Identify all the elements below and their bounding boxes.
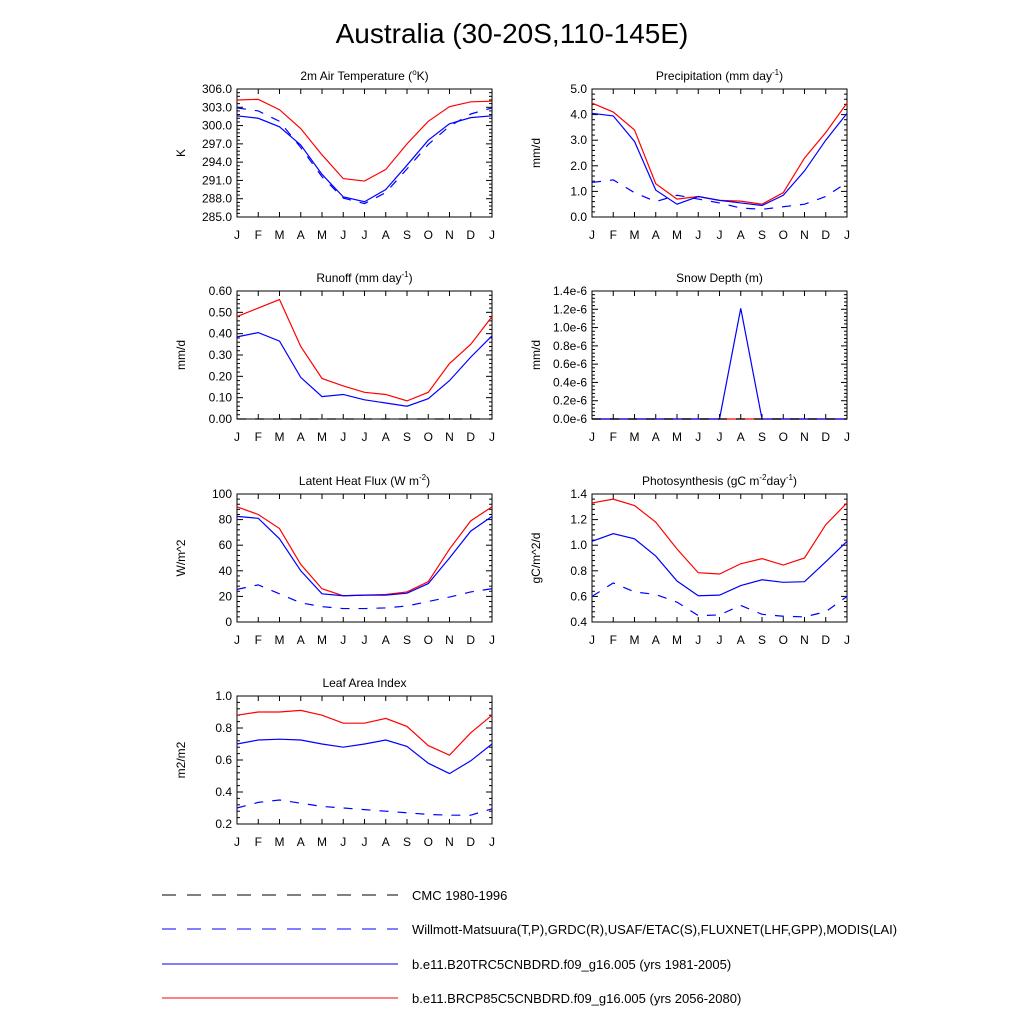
x-tick-label: F	[609, 430, 617, 444]
x-tick-label: J	[716, 228, 723, 242]
x-tick-label: A	[651, 633, 660, 647]
x-tick-label: J	[844, 228, 850, 242]
y-tick-label: 3.0	[570, 133, 587, 148]
y-tick-label: 285.0	[201, 210, 232, 224]
legend-label: CMC 1980-1996	[412, 888, 508, 903]
x-tick-label: M	[274, 430, 285, 444]
legend-label: b.e11.BRCP85C5CNBDRD.f09_g16.005 (yrs 2056-2080)	[412, 991, 742, 1006]
x-tick-label: M	[317, 633, 327, 647]
x-tick-label: F	[609, 633, 617, 647]
y-tick-label: 0	[225, 615, 232, 629]
y-tick-label: 4.0	[570, 107, 587, 122]
panel-7	[174, 676, 495, 849]
plot-frame	[237, 696, 492, 824]
y-tick-label: 5.0	[570, 82, 587, 96]
y-tick-label: 0.4	[215, 785, 232, 799]
x-tick-label: S	[402, 633, 412, 647]
series-line-2	[237, 333, 492, 407]
x-tick-label: A	[296, 228, 305, 242]
x-tick-label: J	[695, 633, 702, 647]
legend-label: b.e11.B20TRC5CNBDRD.f09_g16.005 (yrs 1981-2005)	[412, 957, 732, 972]
x-tick-label: S	[757, 430, 767, 444]
x-tick-label: M	[274, 835, 285, 849]
x-tick-label: J	[489, 835, 495, 849]
x-tick-label: J	[234, 835, 240, 849]
x-tick-label: O	[423, 835, 433, 849]
x-tick-label: A	[296, 633, 305, 647]
y-tick-label: 0.50	[208, 305, 232, 320]
x-tick-label: N	[445, 633, 454, 647]
x-tick-label: S	[757, 633, 767, 647]
x-tick-label: D	[466, 835, 476, 849]
series-line-2	[592, 308, 847, 419]
series-line-1	[592, 103, 847, 204]
y-tick-label: 0.0e-6	[552, 412, 587, 426]
panel-3	[174, 270, 495, 444]
x-tick-label: J	[234, 430, 240, 444]
panel-title: Runoff (mm day$^{-1}$)	[316, 270, 413, 285]
x-tick-label: F	[254, 228, 262, 242]
y-axis-label: gC/m^2/d	[529, 532, 543, 584]
x-tick-label: A	[381, 430, 390, 444]
x-tick-label: J	[361, 228, 368, 242]
y-tick-label: 1.0	[215, 689, 232, 703]
x-tick-label: A	[381, 633, 390, 647]
y-tick-label: 80	[218, 512, 232, 527]
y-tick-label: 0.6	[570, 589, 587, 604]
y-axis-label: mm/d	[529, 138, 543, 168]
y-tick-label: 0.2e-6	[552, 393, 587, 408]
x-tick-label: A	[296, 835, 305, 849]
y-tick-label: 1.4	[570, 487, 587, 501]
y-tick-label: 288.0	[201, 191, 232, 206]
series-line-3	[592, 583, 847, 617]
plot-frame	[592, 494, 847, 622]
x-tick-label: J	[340, 228, 347, 242]
x-tick-label: J	[340, 633, 347, 647]
y-tick-label: 60	[218, 538, 232, 553]
x-tick-label: N	[445, 430, 454, 444]
series-line-1	[592, 499, 847, 574]
series-line-1	[237, 99, 492, 181]
x-tick-label: F	[254, 835, 262, 849]
y-tick-label: 0.20	[208, 369, 232, 384]
x-tick-label: J	[844, 430, 850, 444]
y-axis-label: K	[174, 148, 188, 158]
x-tick-label: D	[466, 430, 476, 444]
y-tick-label: 1.0e-6	[552, 320, 587, 335]
x-tick-label: A	[381, 228, 390, 242]
y-axis-label: W/m^2	[174, 539, 188, 577]
x-tick-label: M	[672, 633, 682, 647]
panel-title: Latent Heat Flux (W $m^{-2}$)	[298, 473, 431, 488]
y-tick-label: 0.40	[208, 326, 232, 341]
series-line-1	[237, 710, 492, 755]
x-tick-label: J	[844, 633, 850, 647]
x-tick-label: M	[629, 228, 640, 242]
x-tick-label: O	[778, 228, 788, 242]
x-tick-label: M	[629, 633, 640, 647]
y-tick-label: 40	[218, 563, 232, 578]
series-line-3	[237, 800, 492, 815]
y-tick-label: 20	[218, 589, 232, 604]
series-line-2	[237, 739, 492, 773]
y-tick-label: 291.0	[201, 173, 232, 188]
x-tick-label: J	[695, 430, 702, 444]
x-tick-label: F	[609, 228, 617, 242]
x-tick-label: N	[800, 228, 809, 242]
x-tick-label: D	[466, 228, 476, 242]
series-line-1	[237, 300, 492, 401]
x-tick-label: O	[423, 633, 433, 647]
plot-frame	[592, 291, 847, 419]
y-tick-label: 306.0	[201, 82, 232, 96]
x-tick-label: S	[757, 228, 767, 242]
x-tick-label: J	[361, 633, 368, 647]
y-tick-label: 0.4e-6	[552, 375, 587, 390]
x-tick-label: J	[716, 633, 723, 647]
y-tick-label: 0.6e-6	[552, 357, 587, 372]
x-tick-label: M	[274, 633, 285, 647]
x-tick-label: M	[672, 228, 682, 242]
x-tick-label: N	[800, 430, 809, 444]
x-tick-label: A	[736, 430, 745, 444]
x-tick-label: A	[651, 430, 660, 444]
y-tick-label: 0.30	[208, 348, 232, 362]
y-tick-label: 1.2e-6	[552, 302, 587, 317]
y-tick-label: 303.0	[201, 100, 232, 115]
y-tick-label: 300.0	[201, 118, 232, 133]
y-tick-label: 0.00	[208, 412, 232, 426]
x-tick-label: J	[589, 633, 595, 647]
y-axis-label: m2/m2	[174, 741, 188, 779]
y-tick-label: 0.6	[215, 753, 232, 767]
x-tick-label: J	[340, 835, 347, 849]
x-tick-label: J	[234, 633, 240, 647]
y-tick-label: 0.60	[208, 284, 232, 298]
series-line-1	[237, 507, 492, 596]
panel-2	[529, 68, 850, 242]
plot-frame	[237, 494, 492, 622]
x-tick-label: M	[629, 430, 640, 444]
panel-title: Snow Depth (m)	[676, 271, 763, 285]
x-tick-label: O	[423, 228, 433, 242]
panel-4	[529, 271, 850, 444]
x-tick-label: J	[489, 430, 495, 444]
y-axis-label: mm/d	[174, 340, 188, 370]
x-tick-label: M	[317, 228, 327, 242]
panel-title: 2m Air Temperature ($^o$K)	[300, 68, 429, 83]
x-tick-label: M	[317, 835, 327, 849]
series-line-2	[237, 516, 492, 595]
y-tick-label: 0.8	[570, 563, 587, 578]
x-tick-label: J	[489, 228, 495, 242]
x-tick-label: M	[274, 228, 285, 242]
x-tick-label: D	[821, 633, 831, 647]
panel-title: Precipitation (mm day$^{-1}$)	[655, 68, 784, 83]
x-tick-label: J	[234, 228, 240, 242]
y-tick-label: 1.0	[570, 538, 587, 553]
series-line-3	[592, 180, 847, 209]
y-tick-label: 0.0	[570, 210, 587, 224]
y-tick-label: 294.0	[201, 155, 232, 170]
x-tick-label: J	[340, 430, 347, 444]
figure-title: Australia (30-20S,110-145E)	[335, 18, 689, 49]
y-tick-label: 100	[211, 487, 232, 501]
y-tick-label: 0.8	[215, 721, 232, 735]
x-tick-label: A	[736, 228, 745, 242]
panel-title: Photosynthesis (gC $m^{-2}day^{-1}$)	[642, 473, 797, 488]
x-tick-label: S	[402, 430, 412, 444]
legend-label: Willmott-Matsuura(T,P),GRDC(R),USAF/ETAC(S),FLUXNET(LHF,GPP),MODIS(LAI)	[412, 922, 898, 937]
x-tick-label: M	[317, 430, 327, 444]
y-tick-label: 1.4e-6	[552, 284, 587, 298]
x-tick-label: A	[651, 228, 660, 242]
y-tick-label: 0.4	[570, 615, 587, 629]
y-axis-label: mm/d	[529, 340, 543, 370]
series-line-3	[237, 585, 492, 609]
y-tick-label: 0.8e-6	[552, 338, 587, 353]
x-tick-label: S	[402, 228, 412, 242]
panel-6	[529, 473, 850, 647]
x-tick-label: D	[821, 430, 831, 444]
x-tick-label: A	[736, 633, 745, 647]
x-tick-label: F	[254, 430, 262, 444]
panel-1	[174, 68, 495, 242]
x-tick-label: J	[361, 430, 368, 444]
x-tick-label: J	[589, 228, 595, 242]
y-tick-label: 2.0	[570, 158, 587, 173]
x-tick-label: D	[466, 633, 476, 647]
x-tick-label: F	[254, 633, 262, 647]
x-tick-label: J	[695, 228, 702, 242]
x-tick-label: O	[778, 633, 788, 647]
x-tick-label: S	[402, 835, 412, 849]
y-tick-label: 0.2	[215, 817, 232, 831]
x-tick-label: J	[716, 430, 723, 444]
y-tick-label: 1.0	[570, 184, 587, 199]
x-tick-label: J	[489, 633, 495, 647]
panel-5	[174, 473, 495, 647]
x-tick-label: J	[361, 835, 368, 849]
y-tick-label: 0.10	[208, 390, 232, 405]
panel-title: Leaf Area Index	[322, 676, 407, 690]
x-tick-label: N	[445, 835, 454, 849]
y-tick-label: 297.0	[201, 136, 232, 151]
x-tick-label: O	[778, 430, 788, 444]
x-tick-label: N	[445, 228, 454, 242]
series-line-2	[592, 534, 847, 596]
x-tick-label: A	[296, 430, 305, 444]
x-tick-label: M	[672, 430, 682, 444]
x-tick-label: D	[821, 228, 831, 242]
x-tick-label: O	[423, 430, 433, 444]
legend	[162, 888, 897, 1006]
series-line-2	[237, 116, 492, 202]
x-tick-label: A	[381, 835, 390, 849]
x-tick-label: J	[589, 430, 595, 444]
x-tick-label: N	[800, 633, 809, 647]
y-tick-label: 1.2	[570, 512, 587, 527]
